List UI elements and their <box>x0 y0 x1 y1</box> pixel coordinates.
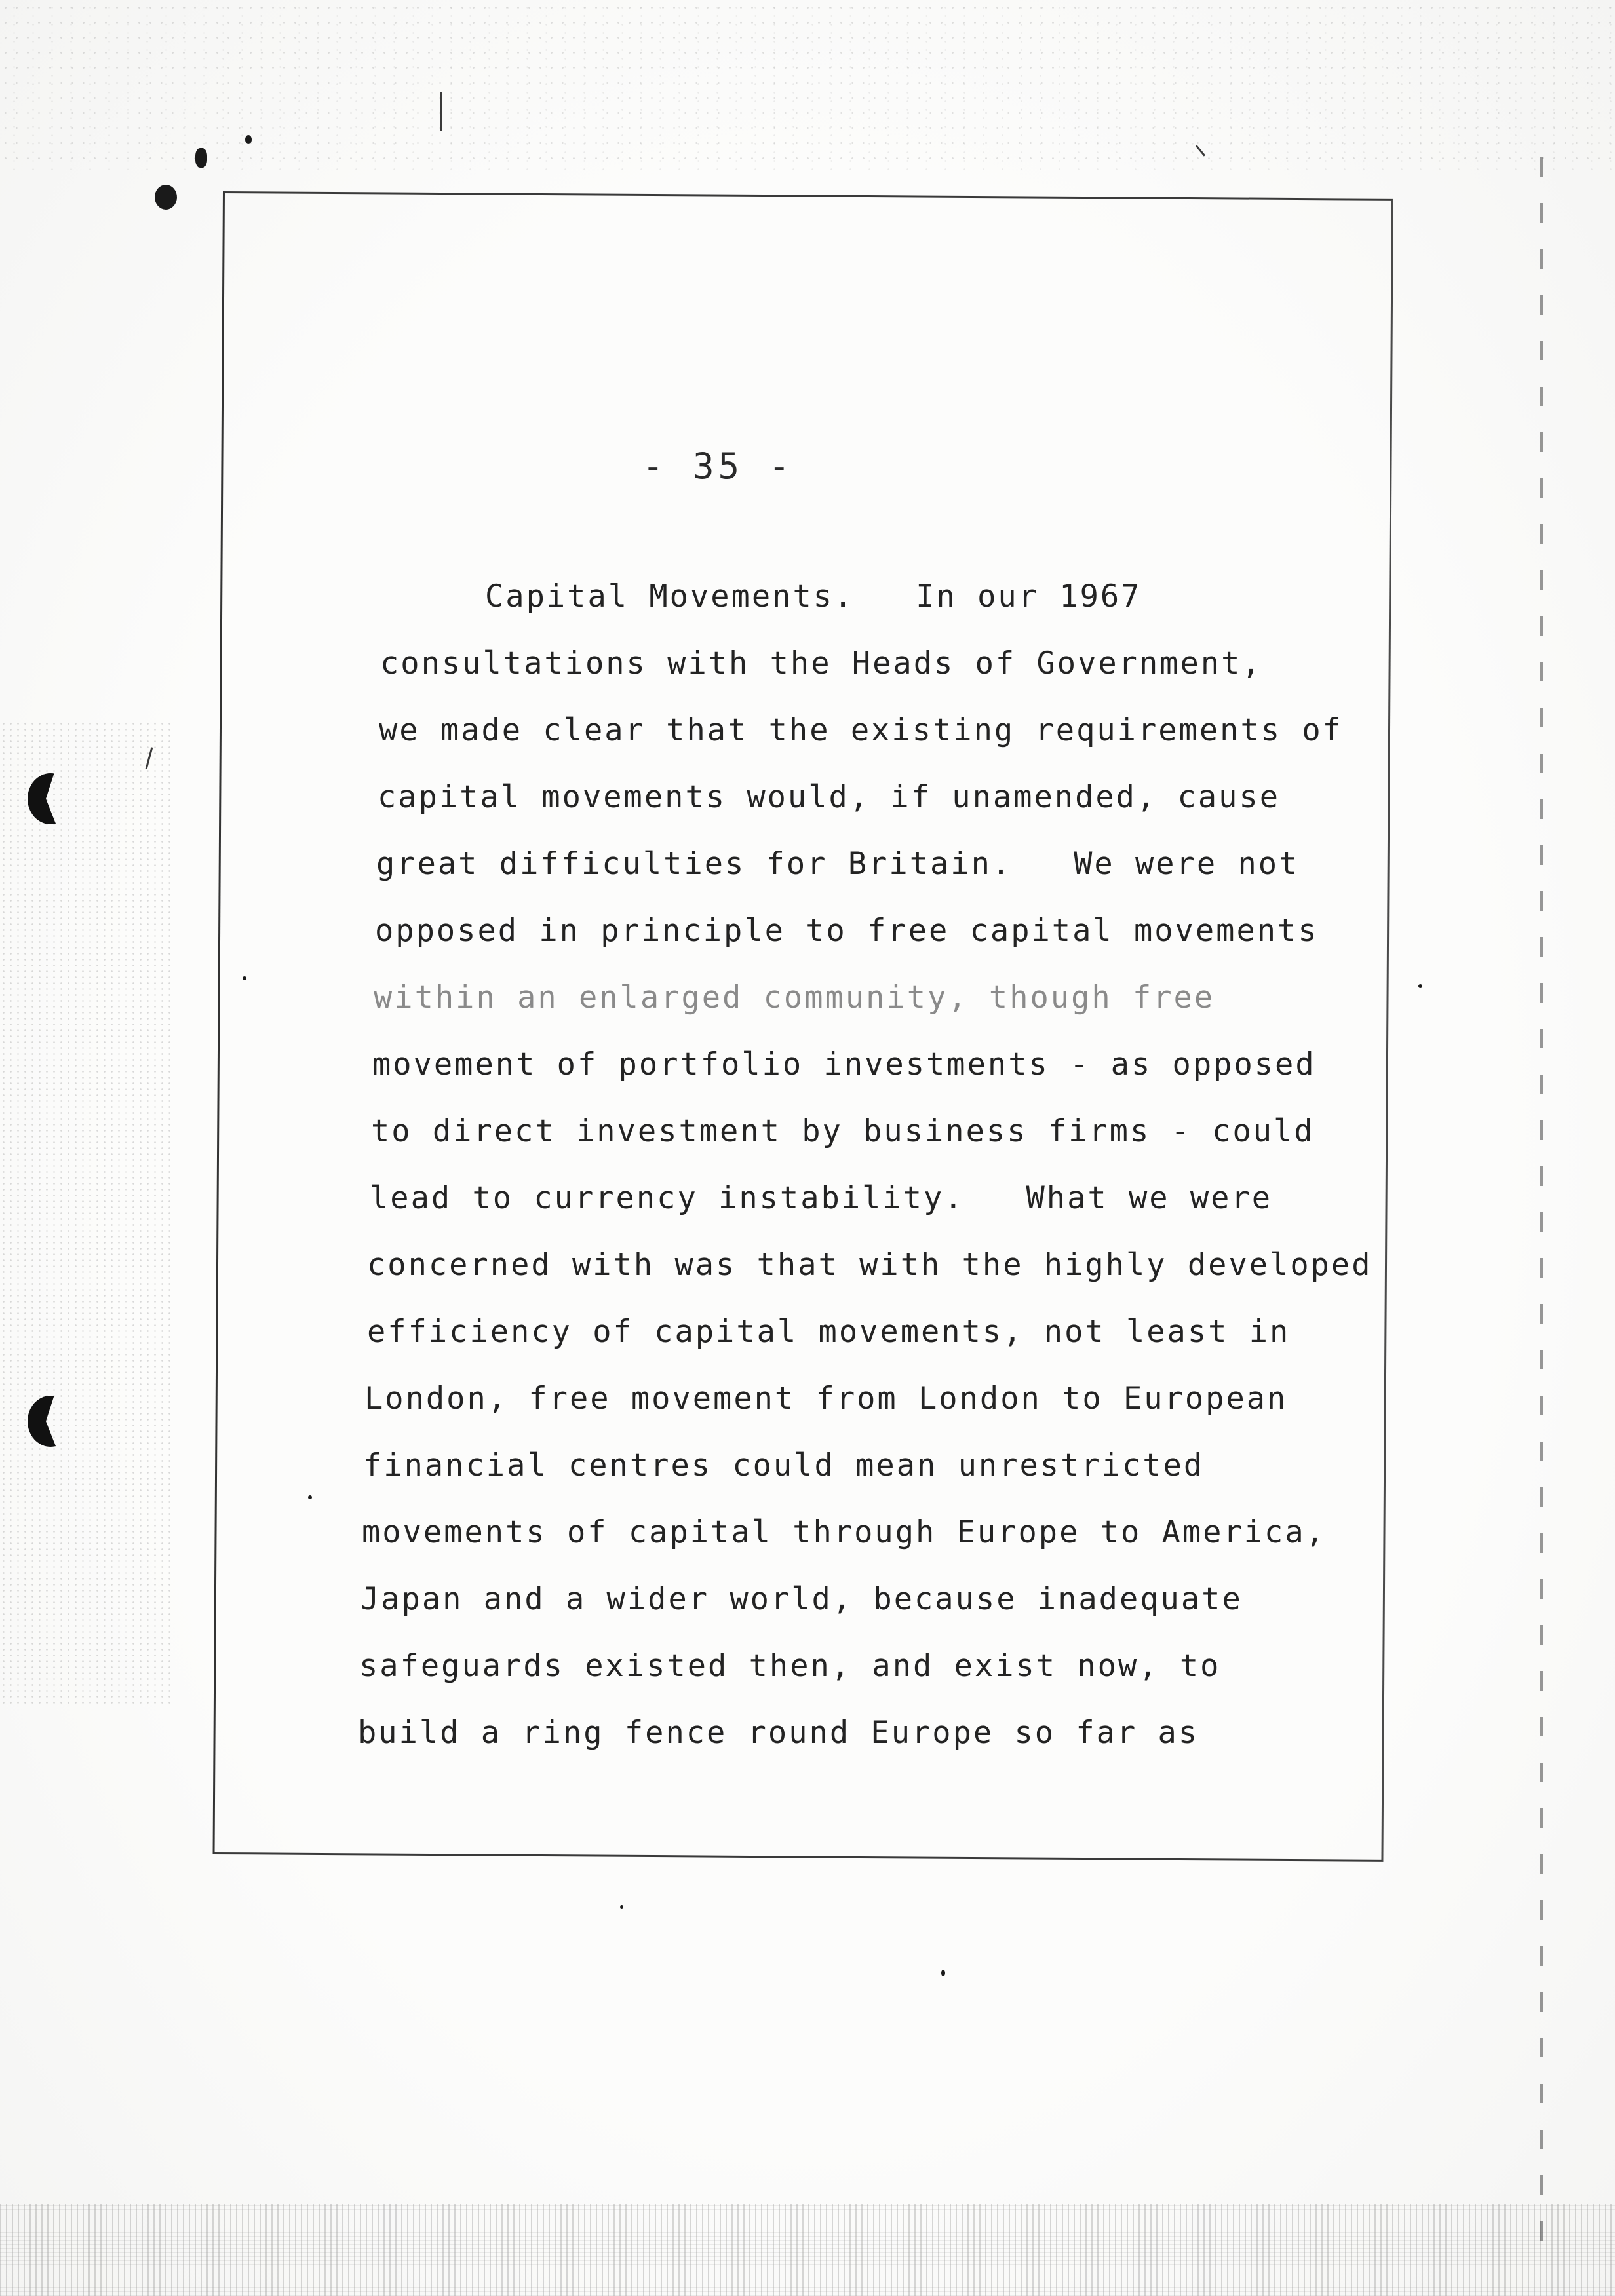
text-line: capital movements would, if unamended, cause <box>378 779 1281 815</box>
scan-edge-bottom <box>0 2204 1615 2296</box>
text-line: to direct investment by business firms - could <box>371 1113 1315 1149</box>
speck <box>620 1905 623 1909</box>
text-line: we made clear that the existing requirements of <box>379 712 1343 748</box>
text-line: safeguards existed then, and exist now, to <box>359 1648 1221 1684</box>
scan-noise-left-margin <box>0 721 170 1704</box>
scan-edge-right <box>1540 144 1543 2241</box>
ink-blot <box>155 185 177 210</box>
text-line: build a ring fence round Europe so far as <box>358 1715 1199 1751</box>
body-paragraph <box>358 564 1390 1767</box>
ink-blot <box>195 148 207 168</box>
text-line: movements of capital through Europe to America, <box>362 1514 1326 1550</box>
ink-blot <box>245 135 252 144</box>
text-line: efficiency of capital movements, not least in <box>367 1314 1291 1350</box>
scan-noise-top <box>0 0 1615 170</box>
page-number: - 35 - <box>642 446 794 487</box>
speck <box>941 1970 945 1976</box>
text-line: London, free movement from London to European <box>364 1381 1288 1417</box>
text-line: lead to currency instability. What we were <box>370 1180 1273 1216</box>
text-line: great difficulties for Britain. We were not <box>376 846 1300 882</box>
text-line: Japan and a wider world, because inadequate <box>360 1581 1243 1617</box>
text-line: within an enlarged community, though free <box>374 980 1215 1016</box>
speck <box>1418 984 1422 988</box>
text-line: consultations with the Heads of Government, <box>380 645 1262 681</box>
text-line: Capital Movements. In our 1967 <box>485 579 1142 615</box>
text-line: opposed in principle to free capital movements <box>375 913 1319 949</box>
text-line: movement of portfolio investments - as opposed <box>372 1046 1316 1082</box>
pencil-mark <box>440 92 442 131</box>
text-line: financial centres could mean unrestricted <box>363 1447 1205 1483</box>
text-line: concerned with was that with the highly developed <box>367 1247 1372 1283</box>
